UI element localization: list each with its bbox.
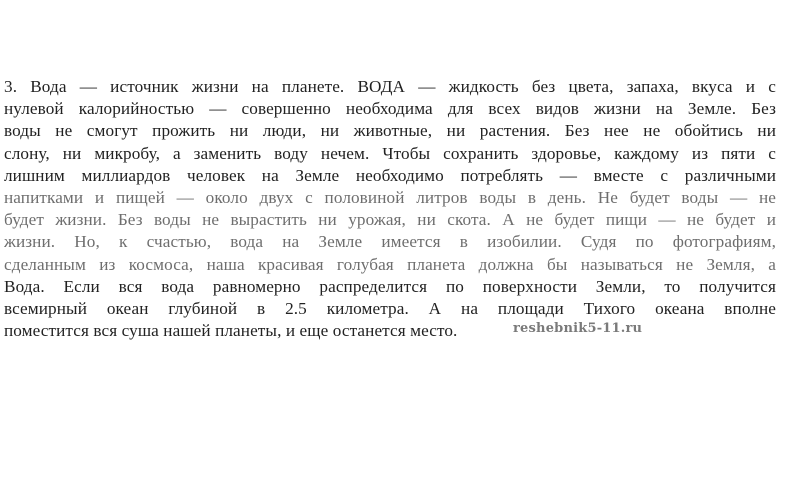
paragraph-line-2: нулевой калорийностью — совершенно необходима для всех видов жизни на Земле. Без <box>4 99 776 119</box>
watermark: reshebnik5-11.ru <box>513 321 643 336</box>
paragraph-line-3: воды не смогут прожить ни люди, ни животные, ни растения. Без нее не обойтись ни <box>4 121 776 141</box>
paragraph-line-5: лишним миллиардов человек на Земле необходимо потреблять — вместе с различными <box>4 165 776 185</box>
paragraph <box>4 76 802 342</box>
paragraph-line-6: напитками и пищей — около двух с половиной литров воды в день. Не будет воды — не <box>4 187 776 207</box>
paragraph-line-7: будет жизни. Без воды не вырастить ни урожая, ни скота. А не будет пищи — не будет и <box>4 210 776 230</box>
paragraph-line-4: слону, ни микробу, а заменить воду нечем. Чтобы сохранить здоровье, каждому из пяти с <box>4 143 776 163</box>
paragraph-line-12: поместится вся суша нашей планеты, и еще останется место. <box>4 321 458 341</box>
paragraph-line-8: жизни. Но, к счастью, вода на Земле имеется в изобилии. Судя по фотографиям, <box>4 232 776 252</box>
paragraph-line-9: сделанным из космоса, наша красивая голубая планета должна бы называться не Земля, а <box>4 254 776 274</box>
paragraph-line-1: 3. Вода — источник жизни на планете. ВОДА — жидкость без цвета, запаха, вкуса и с <box>4 77 776 96</box>
paragraph-line-11: всемирный океан глубиной в 2.5 километра. А на площади Тихого океана вполне <box>4 298 776 318</box>
paragraph-line-10: Вода. Если вся вода равномерно распределится по поверхности Земли, то получится <box>4 276 776 296</box>
